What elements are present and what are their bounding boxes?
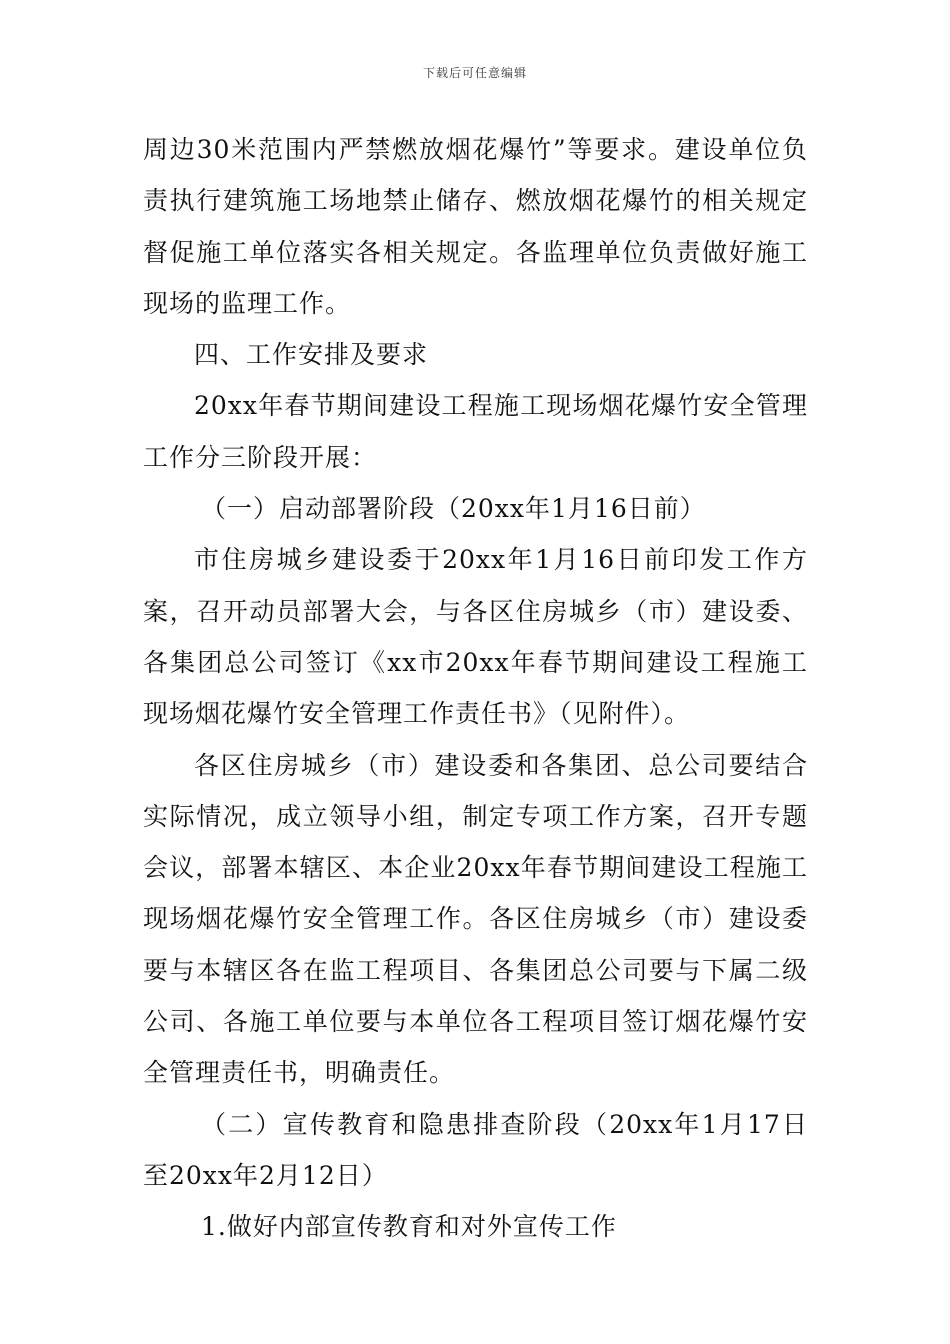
paragraph-district-commissions: 各区住房城乡（市）建设委和各集团、总公司要结合实际情况，成立领导小组，制定专项工作方案，召开专题会议，部署本辖区、本企业20xx年春节期间建设工程施工现场烟花爆竹安全管理工作。各区住房城乡（市）建设委要与本辖区各在监工程项目、各集团总公司要与下属二级公司、各施工单位要与本单位各工程项目签订烟花爆竹安全管理责任书，明确责任。 — [143, 750, 808, 1088]
section-heading-four: 四、工作安排及要求 — [194, 340, 429, 370]
paragraph-stages-intro: 20xx年春节期间建设工程施工现场烟花爆竹安全管理工作分三阶段开展： — [143, 391, 808, 472]
subheading-stage-one: （一）启动部署阶段（20xx年1月16日前） — [201, 494, 706, 524]
paragraph-city-commission: 市住房城乡建设委于20xx年1月16日前印发工作方案，召开动员部署大会，与各区住房城乡（市）建设委、各集团总公司签订《xx市20xx年春节期间建设工程施工现场烟花爆竹安全管理工作责任书》（见附件）。 — [143, 545, 808, 729]
paragraph-continuation: 周边30米范围内严禁燃放烟花爆竹”等要求。建设单位负责执行建筑施工场地禁止储存、燃放烟花爆竹的相关规定督促施工单位落实各相关规定。各监理单位负责做好施工现场的监理工作。 — [143, 135, 808, 318]
document-body — [143, 124, 808, 1253]
page-header: 下载后可任意编辑 — [422, 66, 527, 80]
list-item-one: 1.做好内部宣传教育和对外宣传工作 — [201, 1212, 617, 1242]
subheading-stage-two: （二）宣传教育和隐患排查阶段（20xx年1月17日至20xx年2月12日） — [143, 1109, 808, 1190]
